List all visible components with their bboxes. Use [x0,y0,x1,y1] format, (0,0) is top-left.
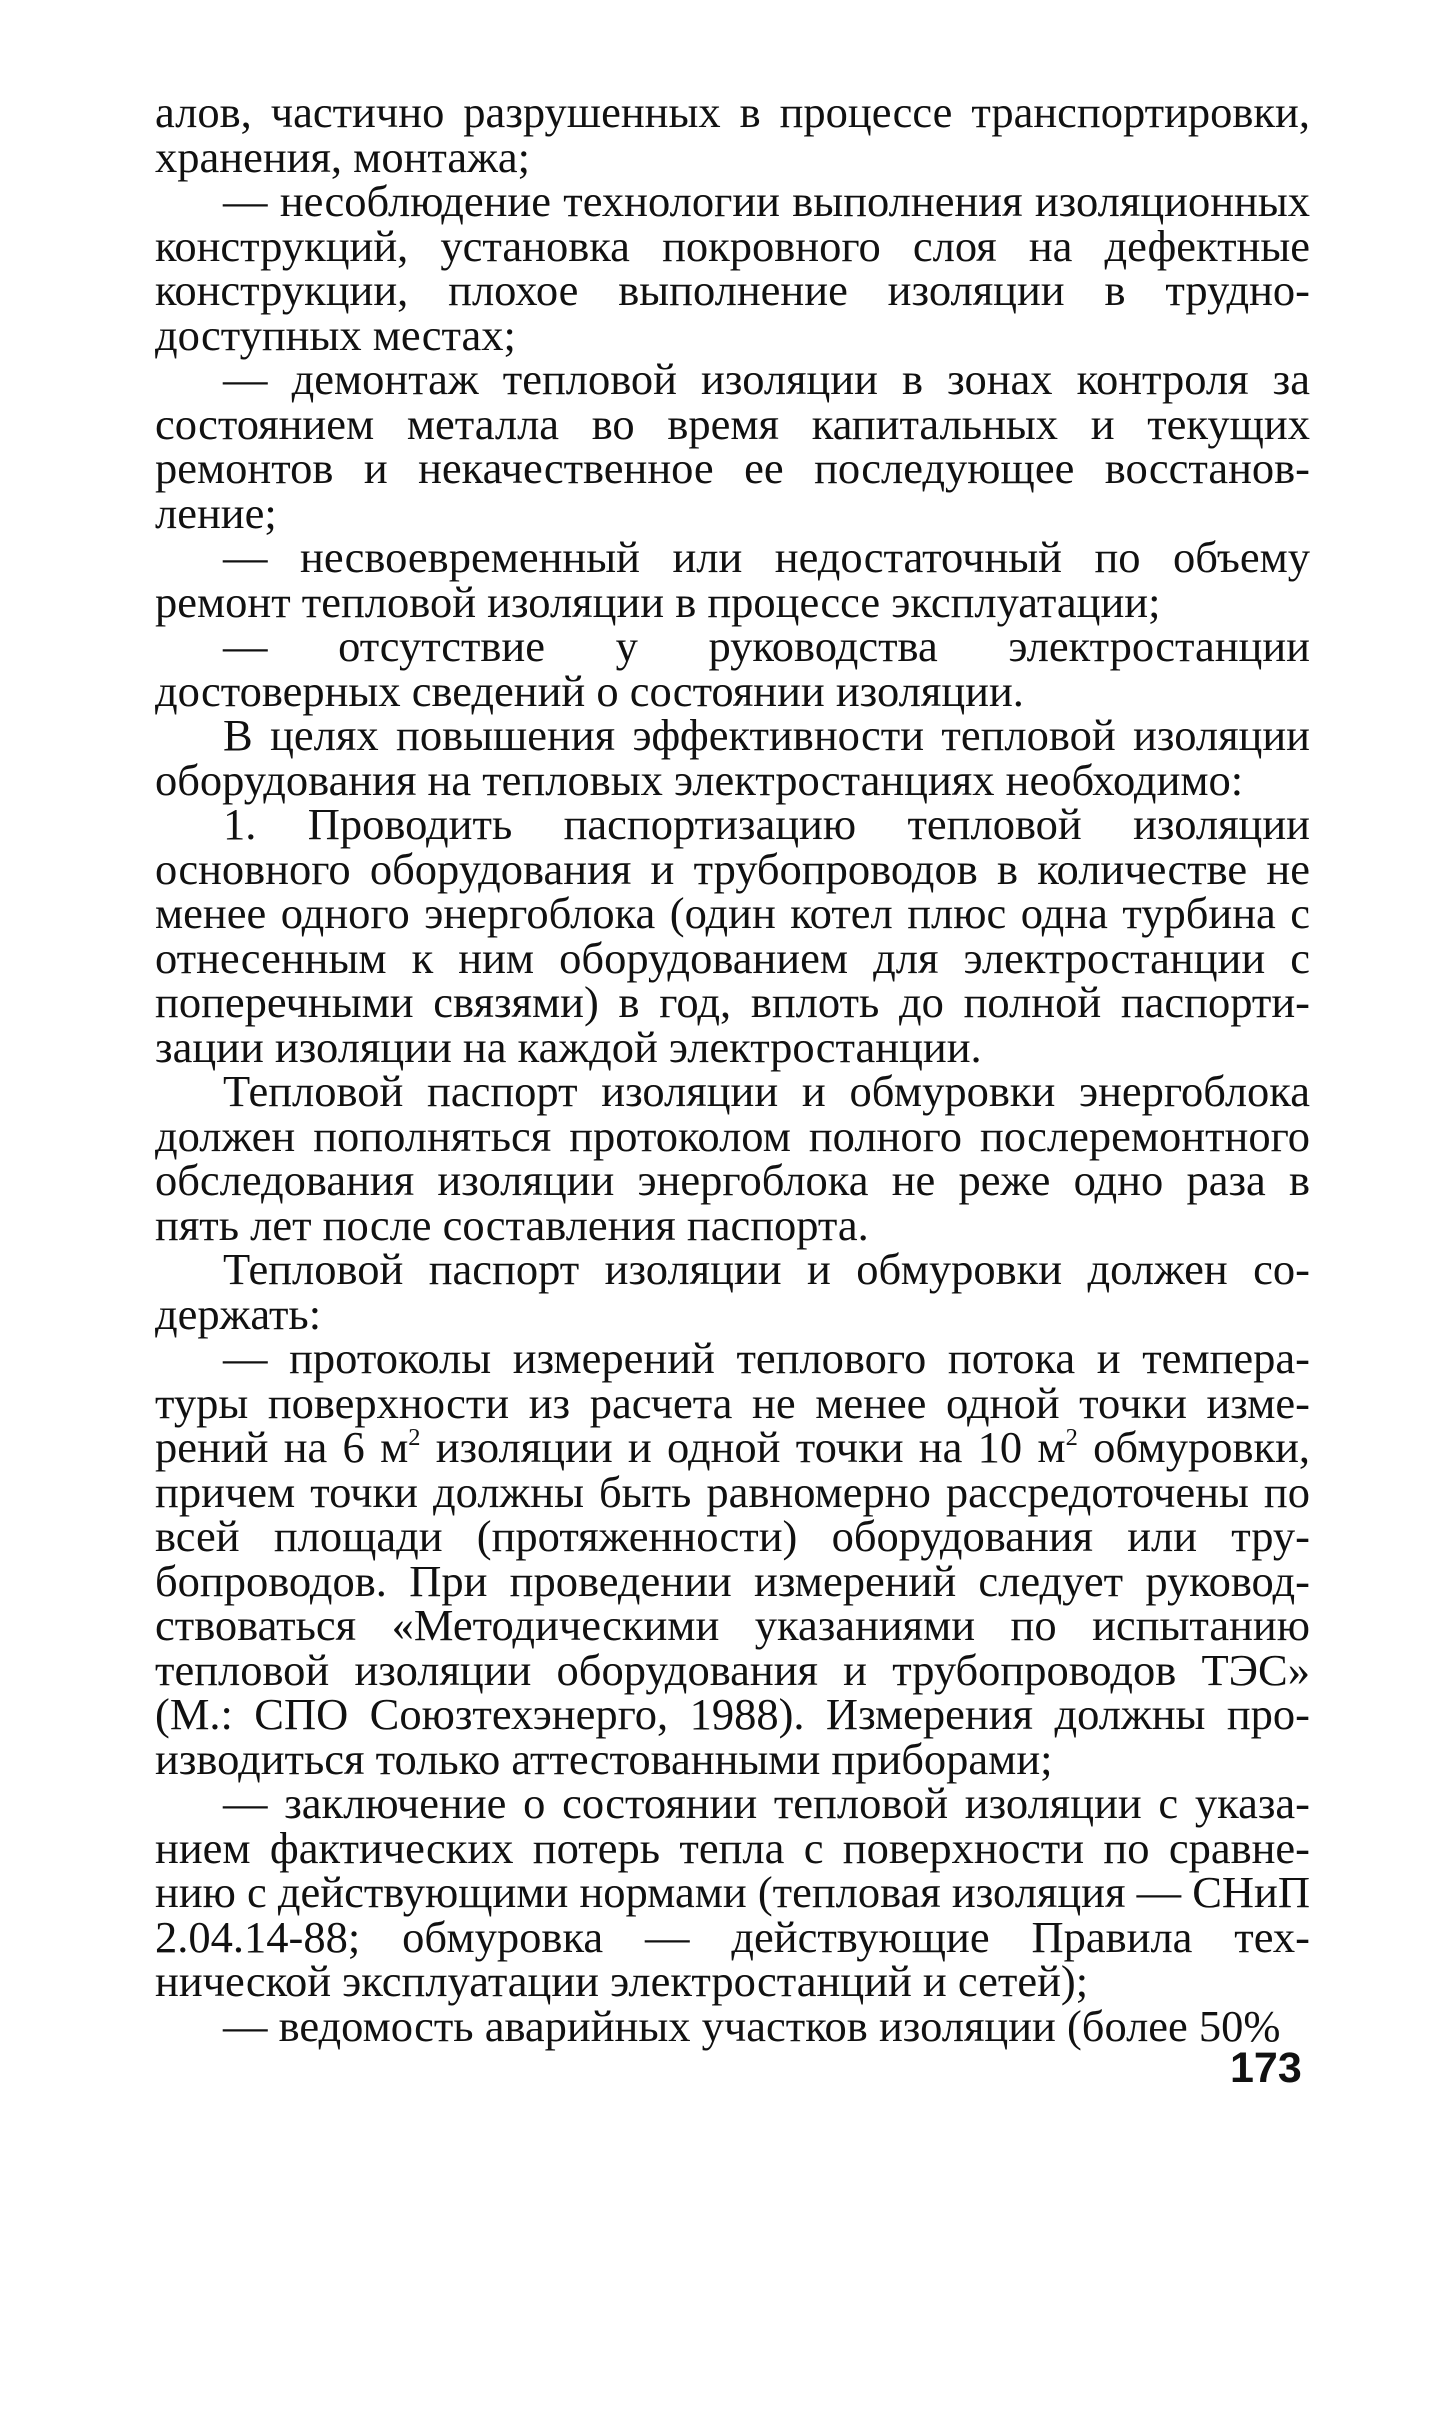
paragraph-10 [155,1333,1311,1784]
paragraph-9: Тепловой паспорт изоляции и обмуровки должен содержать: [155,1244,1310,1339]
paragraph-8: Тепловой паспорт изоляции и обмуровки энергоблока должен пополняться протоколом полного послеремонтного обследования изоляции энергоблока не реже одно раза в пять лет после составления паспорта. [155,1066,1310,1250]
paragraph-4: — несвоевременный или недостаточный по объему ремонт тепловой изоляции в процессе эксплуатации; [155,532,1310,627]
paragraph-2: — несоблюдение технологии выполнения изоляционных конструкций, установка покровного слоя на дефектные конструкции, плохое выполнение изоляции в труднодоступных местах; [155,176,1310,360]
page-body [155,87,1311,2051]
paragraph-12: — ведомость аварийных участков изоляции (более 50% [223,2000,1281,2051]
paragraph-10-part-3: обмуровки, причем точки должны быть равномерно рассредоточены по всей площади (протяженности) оборудования или трубопроводов. При проведении измерений следует руководствоваться «Методическими указаниями по испытанию тепловой изоляции оборудования и трубопроводов ТЭС» (М.: СПО Союзтехэнерго, 1988). Измерения должны производиться только аттестованными приборами; [155,1422,1311,1784]
superscript-square-1: 2 [408,1423,421,1451]
paragraph-7: 1. Проводить паспортизацию тепловой изоляции основного оборудования и трубопроводов в количестве не менее одного энергоблока (один котел плюс одна турбина с отнесенным к ним оборудованием для электростанции с поперечными связями) в год, вплоть до полной паспортизации изоляции на каждой электростанции. [155,799,1310,1072]
superscript-square-2: 2 [1065,1423,1078,1451]
paragraph-11: — заключение о состоянии тепловой изоляции с указанием фактических потерь тепла с поверхности по сравнению с действующими нормами (тепловая изоляция — СНиП 2.04.14-88; обмуровка — действующие Правила технической эксплуатации электростанций и сетей); [155,1778,1310,2006]
paragraph-3: — демонтаж тепловой изоляции в зонах контроля за состоянием металла во время капитальных и текущих ремонтов и некачественное ее последующее восстановление; [155,354,1310,538]
paragraph-10-part-2: изоляции и одной точки на 10 м [420,1422,1066,1472]
paragraph-1: алов, частично разрушенных в процессе транспортировки, хранения, монтажа; [155,87,1310,182]
page-number: 173 [1230,2044,1302,2092]
paragraph-6: В целях повышения эффективности тепловой изоляции оборудования на тепловых электростанциях необходимо: [155,710,1310,805]
paragraph-10-part-1: — протоколы измерений теплового потока и температуры поверхности из расчета не менее одной точки измерений на 6 м [155,1333,1310,1472]
paragraph-5: — отсутствие у руководства электростанции достоверных сведений о состоянии изоляции. [155,621,1310,716]
